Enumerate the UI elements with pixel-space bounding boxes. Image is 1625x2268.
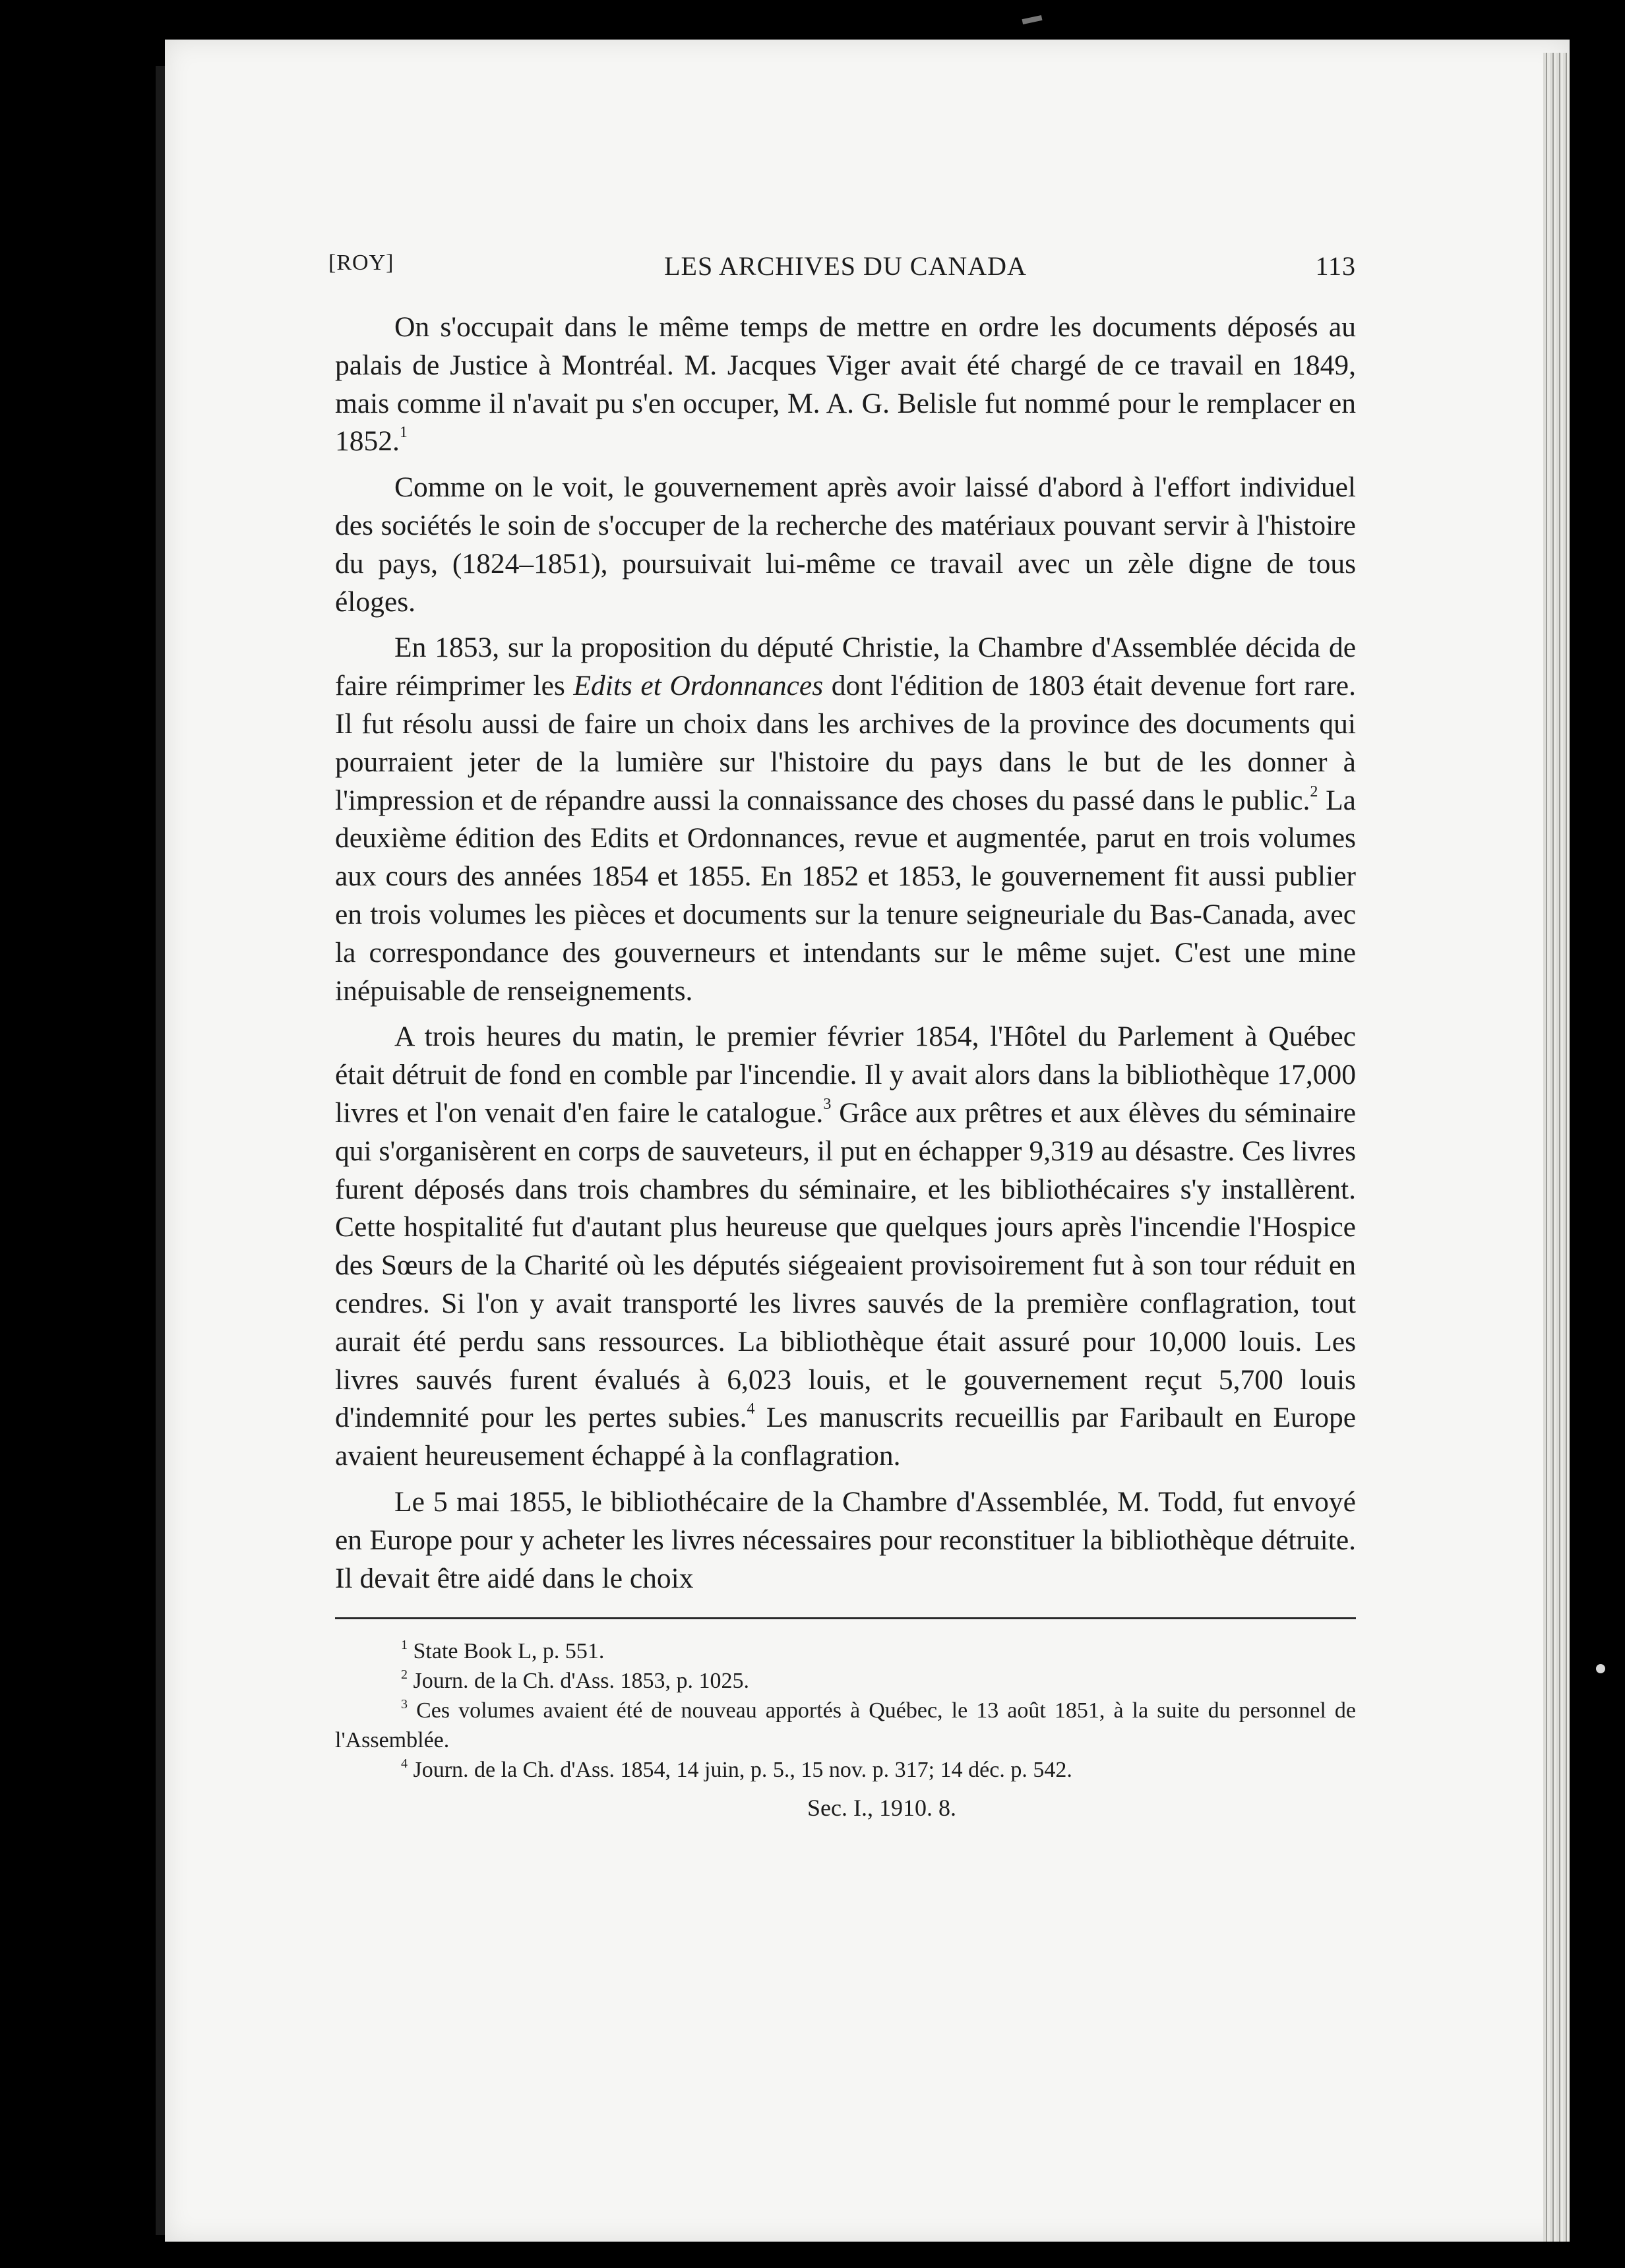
footnote-text: State Book L, p. 551. <box>413 1639 605 1664</box>
author-tag: [ROY] <box>328 251 394 275</box>
body-text <box>335 309 1356 1597</box>
footnote-ref: 3 <box>823 1095 832 1113</box>
footnote <box>335 1636 1356 1666</box>
running-title: LES ARCHIVES DU CANADA <box>664 251 1027 281</box>
scan-speck <box>1022 15 1042 24</box>
italic-title: Edits et Ordonnances <box>573 670 824 702</box>
footnote-ref: 2 <box>1310 783 1318 800</box>
footnote-rule <box>335 1617 1356 1619</box>
paragraph-text: Les manuscrits recueillis par Faribault en Europe avaient heureusement échappé à la conflagration. <box>335 1402 1357 1472</box>
page-content <box>328 251 1357 1822</box>
footnote-text: Journ. de la Ch. d'Ass. 1853, p. 1025. <box>413 1669 750 1694</box>
footnote-ref: 1 <box>399 424 408 442</box>
paragraph <box>335 1483 1356 1597</box>
page-binding-edge <box>156 66 165 2235</box>
footnote <box>335 1755 1356 1785</box>
running-head <box>328 251 1356 290</box>
paragraph-text: Grâce aux prêtres et aux élèves du séminaire qui s'organisèrent en corps de sauveteurs, il put en échapper 9,319 au désastre. Ces livres furent déposés dans trois chambres du séminaire, et les bibliothécaires s'y installèrent. Cette hospitalité fut d'autant plus heureuse que quelques jours après l'incendie l'Hospice des Sœurs de la Charité où les députés siégeaient provisoirement fut à son tour réduit en cendres. Si l'on y avait transporté les livres sauvés de la première conflagration, tout aurait été perdu sans ressources. La bibliothèque était assuré pour 10,000 louis. Les livres sauvés furent évalués à 6,023 louis, et le gouvernement reçut 5,700 louis d'indemnité pour les pertes subies. <box>335 1096 1356 1434</box>
paragraph-text: Le 5 mai 1855, le bibliothécaire de la Chambre d'Assemblée, M. Todd, fut envoyé en Europe pour y acheter les livres nécessaires pour reconstituer la bibliothèque détruite. Il devait être aidé dans le choix <box>335 1485 1356 1594</box>
footnote <box>335 1696 1356 1755</box>
paragraph <box>335 469 1356 621</box>
footnote <box>335 1666 1356 1696</box>
footnote-text: Journ. de la Ch. d'Ass. 1854, 14 juin, p. 5., 15 nov. p. 317; 14 déc. p. 542. <box>413 1758 1072 1783</box>
paragraph-text: On s'occupait dans le même temps de mettre en ordre les documents déposés au palais de Justice à Montréal. M. Jacques Viger avait été chargé de ce travail en 1849, mais comme il n'avait pu s'en occuper, M. A. G. Belisle fut nommé pour le remplacer en 1852. <box>335 311 1356 458</box>
page-number: 113 <box>1315 251 1356 281</box>
paragraph <box>335 309 1356 461</box>
footnote-number: 2 <box>401 1667 408 1683</box>
paragraph <box>335 1018 1356 1476</box>
paragraph-text: En 1853, sur la proposition du député Christie, la Chambre d'Assemblée décida de faire réimprimer les <box>335 632 1356 702</box>
footnote-number: 1 <box>401 1638 408 1653</box>
paragraph-text: La deuxième édition des Edits et Ordonnances, revue et augmentée, parut en trois volumes aux cours des années 1854 et 1855. En 1852 et 1853, le gouvernement fit aussi publier en trois volumes les pièces et documents sur la tenure seigneuriale du Bas-Canada, avec la correspondance des gouverneurs et intendants sur le même sujet. C'est une mine inépuisable de renseignements. <box>335 784 1356 1007</box>
paragraph-text: Comme on le voit, le gouvernement après avoir laissé d'abord à l'effort individuel des sociétés le soin de s'occuper de la recherche des matériaux pouvant servir à l'histoire du pays, (1824–1851), poursuivait lui-même ce travail avec un zèle digne de tous éloges. <box>335 471 1356 618</box>
page-stack-edge <box>1543 53 1570 2242</box>
footnote-text: Ces volumes avaient été de nouveau apportés à Québec, le 13 août 1851, à la suite du personnel de l'Assemblée. <box>335 1698 1356 1753</box>
paragraph-text: A trois heures du matin, le premier février 1854, l'Hôtel du Parlement à Québec était détruit de fond en comble par l'incendie. Il y avait alors dans la bibliothèque 17,000 livres et l'on venait d'en faire le catalogue. <box>335 1021 1356 1129</box>
paragraph-text: dont l'édition de 1803 était devenue fort rare. Il fut résolu aussi de faire un choix dans les archives de la province des documents qui pourraient jeter de la lumière sur l'histoire du pays dans le but de les donner à l'impression et de répandre aussi la connaissance des choses du passé dans le public. <box>335 670 1356 816</box>
footnote-number: 3 <box>401 1697 408 1712</box>
footnote-number: 4 <box>401 1756 408 1772</box>
scan-dot <box>1596 1664 1605 1673</box>
paragraph <box>335 629 1356 1010</box>
signature-mark: Sec. I., 1910. 8. <box>807 1795 956 1822</box>
footnotes <box>335 1636 1356 1785</box>
footnote-ref: 4 <box>747 1400 755 1418</box>
